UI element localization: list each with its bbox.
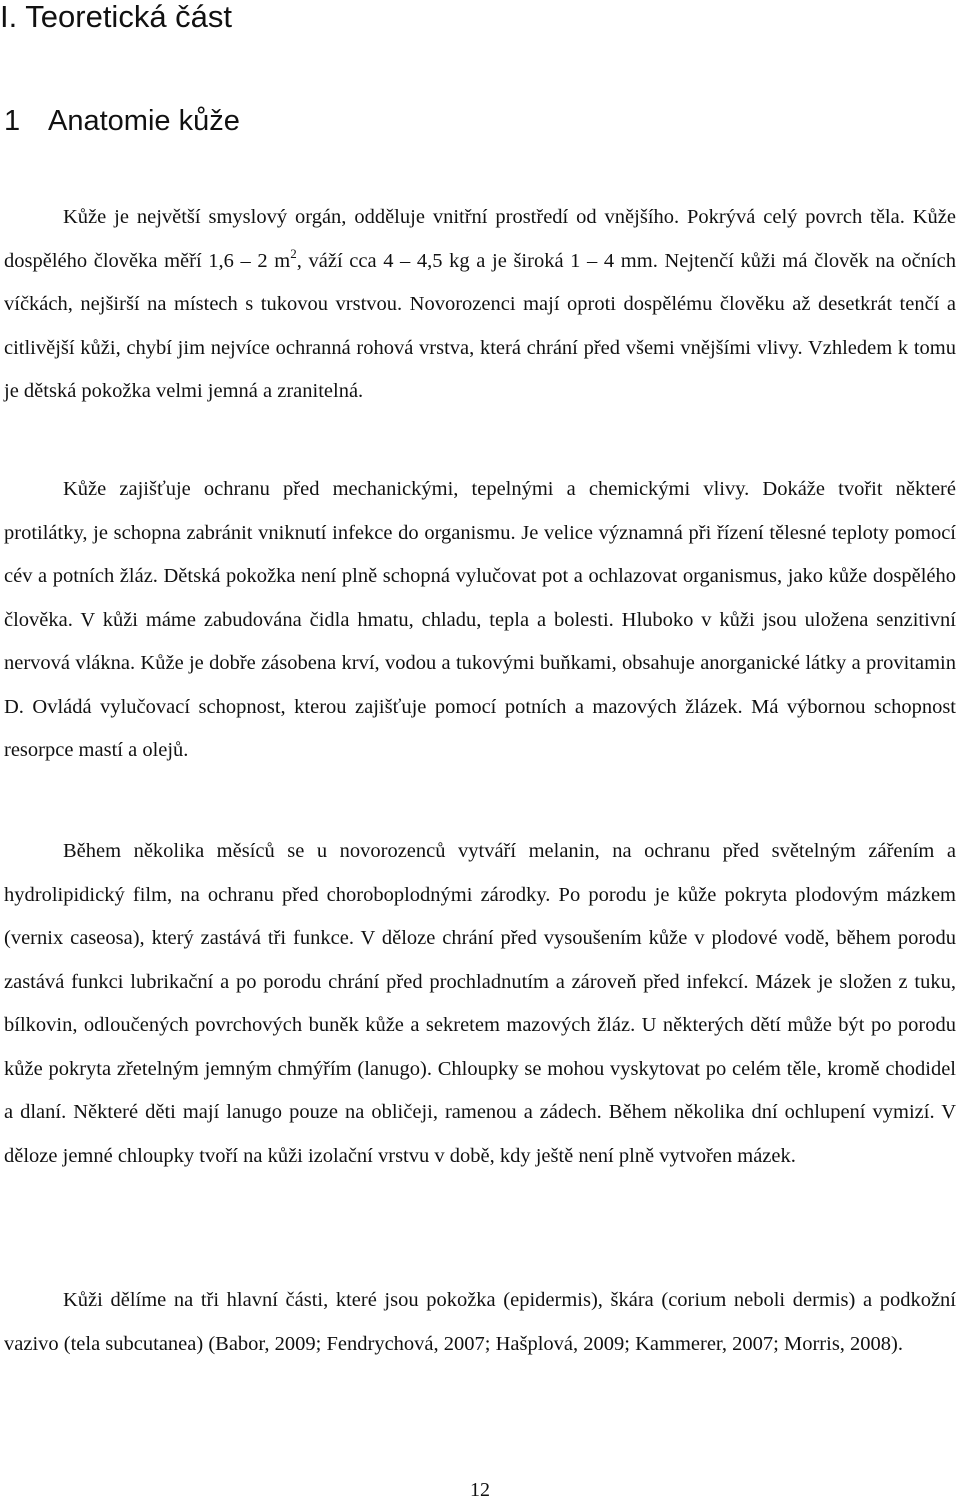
chapter-number: 1 bbox=[4, 105, 21, 137]
paragraph-2: Kůže zajišťuje ochranu před mechanickými, tepelnými a chemickými vlivy. Dokáže tvořit některé protilátky, je schopna zabránit vniknutí infekce do organismu. Je velice významná při řízení tělesné teploty pomocí cév a potních žláz. Dětská pokožka není plně schopná vylučovat pot a ochlazovat organismus, jako kůže dospělého člověka. V kůži máme zabudována čidla hmatu, chladu, tepla a bolesti. Hluboko v kůži jsou uložena senzitivní nervová vlákna. Kůže je dobře zásobena krví, vodou a tukovými buňkami, obsahuje anorganické látky a provitamin D. Ovládá vylučovací schopnost, kterou zajišťuje pomocí potních a mazových žlázek. Má výbornou schopnost resorpce mastí a olejů. bbox=[4, 478, 956, 761]
paragraph-1 bbox=[4, 196, 956, 414]
chapter-heading bbox=[4, 104, 240, 138]
page-number: 12 bbox=[470, 1479, 490, 1501]
paragraph-1-part-b: , váží cca 4 – 4,5 kg a je široká 1 – 4 mm. Nejtenčí kůži má člověk na očních víčkách, nejširší na místech s tukovou vrstvou. Novorozenci mají oproti dospělému člověku až desetkrát tenčí a citlivější kůži, chybí jim nejvíce ochranná rohová vrstva, která chrání před všemi vnějšími vlivy. Vzhledem k tomu je dětská pokožka velmi jemná a zranitelná. bbox=[4, 249, 956, 402]
superscript-exponent: 2 bbox=[290, 245, 297, 261]
paragraph-1-part-a: Kůže je největší smyslový orgán, odděluje vnitřní prostředí od vnějšího. Pokrývá celý povrch těla. Kůže dospělého člověka měří 1,6 – 2 m bbox=[4, 206, 956, 272]
part-heading: I. Teoretická část bbox=[0, 0, 233, 34]
paragraph-3: Během několika měsíců se u novorozenců vytváří melanin, na ochranu před světelným zářením a hydrolipidický film, na ochranu před choroboplodnými zárodky. Po porodu je kůže pokryta plodovým mázkem (vernix caseosa), který zastává tři funkce. V děloze chrání před vysoušením kůže v plodové vodě, během porodu zastává funkci lubrikační a po porodu chrání před prochladnutím a zároveň před infekcí. Mázek je složen z tuku, bílkovin, odloučených povrchových buněk kůže a sekretem mazových žláz. U některých dětí může být po porodu kůže pokryta zřetelným jemným chmýřím (lanugo). Chloupky se mohou vyskytovat po celém těle, kromě chodidel a dlaní. Některé děti mají lanugo pouze na obličeji, ramenou a zádech. Během několika dní ochlupení vymizí. V děloze jemné chloupky tvoří na kůži izolační vrstvu v době, kdy ještě není plně vytvořen mázek. bbox=[4, 840, 956, 1167]
paragraph-4: Kůži dělíme na tři hlavní části, které jsou pokožka (epidermis), škára (corium neboli dermis) a podkožní vazivo (tela subcutanea) (Babor, 2009; Fendrychová, 2007; Hašplová, 2009; Kammerer, 2007; Morris, 2008). bbox=[4, 1289, 956, 1355]
chapter-title: Anatomie kůže bbox=[48, 105, 240, 137]
